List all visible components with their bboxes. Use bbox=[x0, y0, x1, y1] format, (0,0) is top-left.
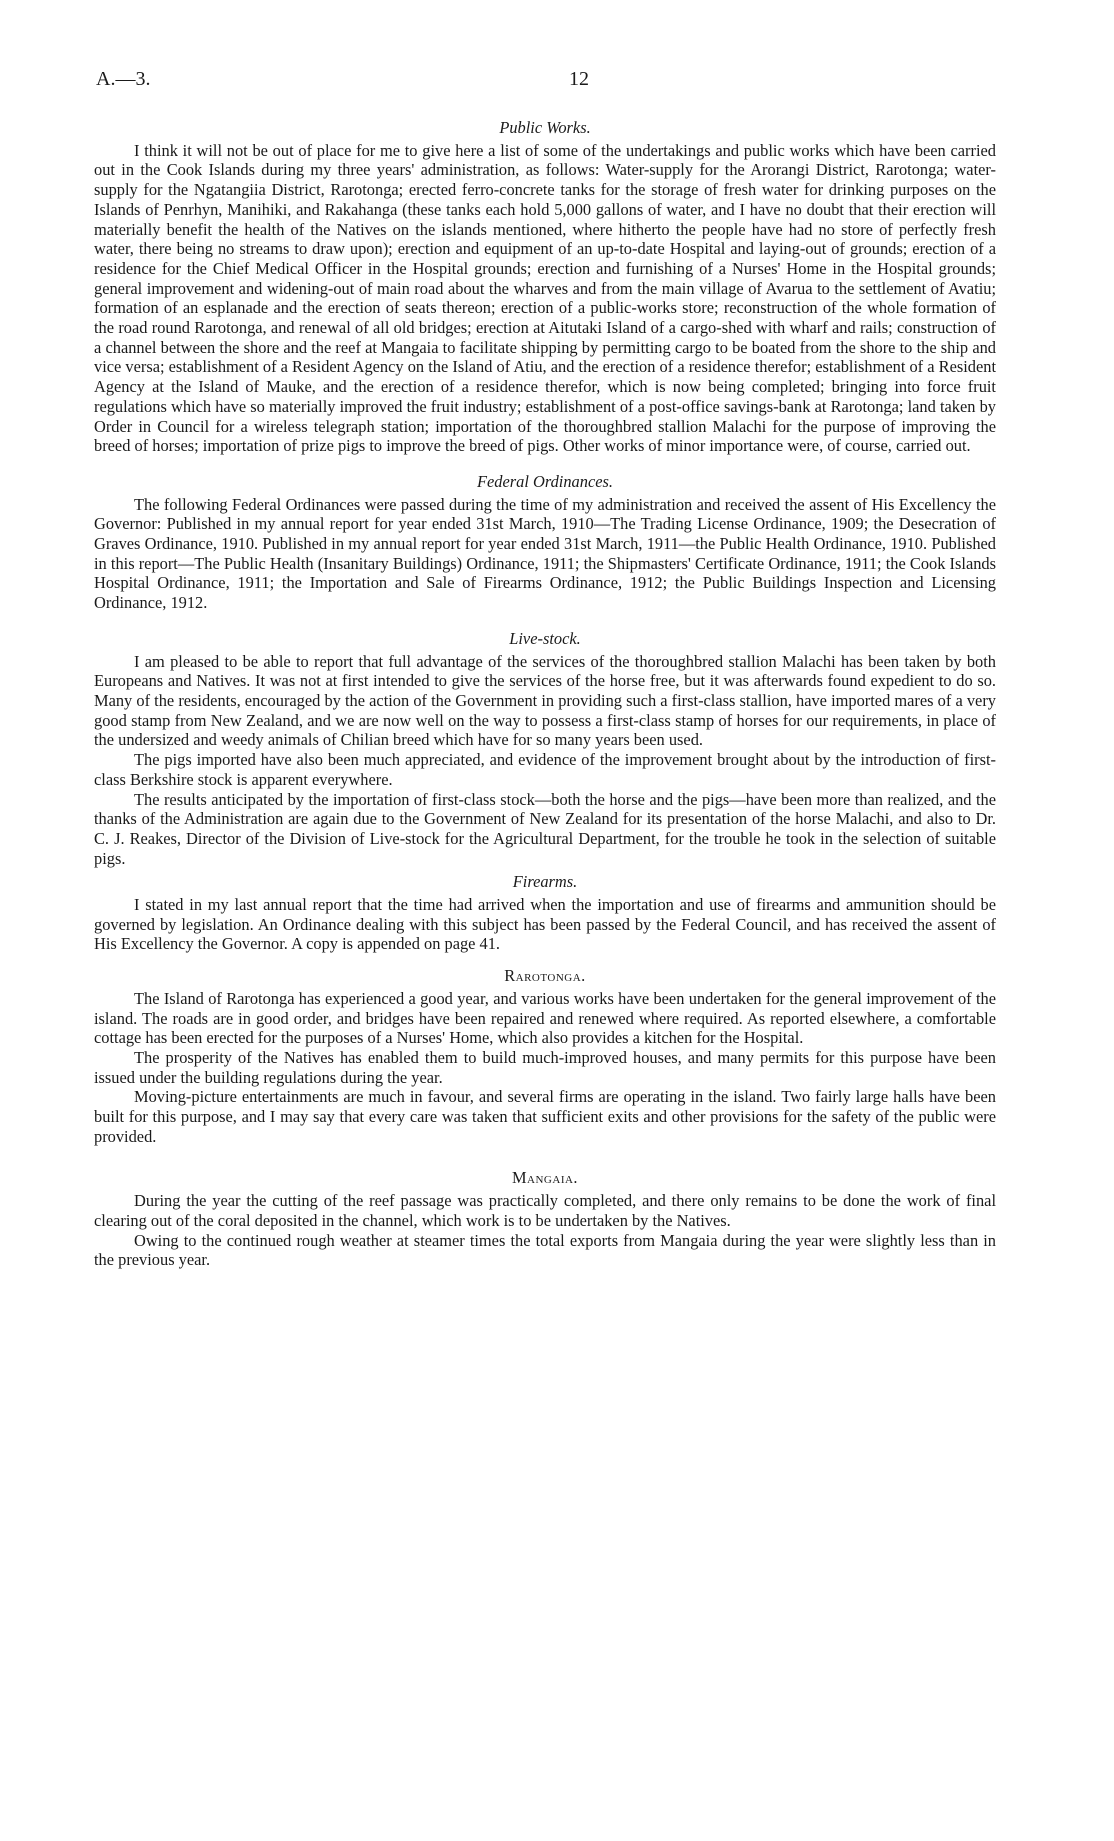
paragraph-live-stock-2: The pigs imported have also been much appreciated, and evidence of the improvement brought about by the introduction of first-class Berkshire stock is apparent everywhere. bbox=[94, 750, 996, 789]
paragraph-public-works: I think it will not be out of place for me to give here a list of some of the undertakings and public works which have been carried out in the Cook Islands during my three years' administration, as follows: Water-supply for the Arorangi District, Rarotonga; water-supply for the Ngatangiia District, Rarotonga; erected ferro-concrete tanks for the storage of fresh water for drinking purposes on the Islands of Penrhyn, Manihiki, and Rakahanga (these tanks each hold 5,000 gallons of water, and I have no doubt that their erection will materially benefit the health of the Natives on the islands mentioned, where hitherto the people have had no store of perfectly fresh water, there being no streams to draw upon); erection and equipment of an up-to-date Hospital and laying-out of grounds; erection of a residence for the Chief Medical Officer in the Hospital grounds; erection and furnishing of a Nurses' Home in the Hospital grounds; general improvement and widening-out of main road about the wharves and from the main village of Avarua to the settlement of Avatiu; formation of an esplanade and the erection of seats thereon; erection of a public-works store; reconstruction of the whole formation of the road round Rarotonga, and renewal of all old bridges; erection at Aitutaki Island of a cargo-shed with wharf and rails; construction of a channel between the shore and the reef at Mangaia to facilitate shipping by permitting cargo to be boated from the shore to the ship and vice versa; establishment of a Resident Agency on the Island of Atiu, and the erection of a residence therefor; establishment of a Resident Agency at the Island of Mauke, and the erection of a residence therefor, which is now being completed; bringing into force fruit regulations which have so materially improved the fruit industry; establishment of a post-office savings-bank at Rarotonga; land taken by Order in Council for a wireless telegraph station; importation of the thoroughbred stallion Malachi for the purpose of improving the breed of horses; importation of prize pigs to improve the breed of pigs. Other works of minor importance were, of course, carried out. bbox=[94, 140, 996, 456]
document-reference: A.—3. bbox=[96, 68, 151, 90]
paragraph-federal-ordinances: The following Federal Ordinances were passed during the time of my administration and received the assent of His Excellency the Governor: Published in my annual report for year ended 31st March, 1910—The Trading License Ordinance, 1909; the Desecration of Graves Ordinance, 1910. Published in my annual report for year ended 31st March, 1911—the Public Health Ordinance, 1910. Published in this report—The Public Health (Insanitary Buildings) Ordinance, 1911; the Shipmasters' Certificate Ordinance, 1911; the Cook Islands Hospital Ordinance, 1911; the Importation and Sale of Firearms Ordinance, 1912; the Public Buildings Inspection and Licensing Ordinance, 1912. bbox=[94, 494, 996, 613]
heading-live-stock: Live-stock. bbox=[509, 628, 581, 648]
paragraph-rarotonga-1: The Island of Rarotonga has experienced a good year, and various works have been undertaken for the general improvement of the island. The roads are in good order, and bridges have been repaired and renewed where required. As reported elsewhere, a comfortable cottage has been erected for the purposes of a Nurses' Home, which also provides a kitchen for the Hospital. bbox=[94, 988, 996, 1048]
running-header bbox=[96, 68, 1002, 94]
paragraph-live-stock-1: I am pleased to be able to report that full advantage of the services of the thoroughbred stallion Malachi has been taken by both Europeans and Natives. It was not at first intended to give the services of the horse free, but it was afterwards found expedient to do so. Many of the residents, encouraged by the action of the Government in providing such a first-class stallion, have imported mares of a very good stamp from New Zealand, and we are now well on the way to possess a first-class stamp of horses for our requirements, in place of the undersized and weedy animals of Chilian breed which have for so many years been used. bbox=[94, 651, 996, 750]
page-number: 12 bbox=[569, 68, 589, 90]
heading-federal-ordinances: Federal Ordinances. bbox=[477, 471, 613, 491]
heading-firearms: Firearms. bbox=[512, 872, 578, 892]
paragraph-rarotonga-2: The prosperity of the Natives has enabled them to build much-improved houses, and many permits for this purpose have been issued under the building regulations during the year. bbox=[94, 1047, 996, 1087]
paragraph-live-stock-3: The results anticipated by the importation of first-class stock—both the horse and the pigs—have been more than realized, and the thanks of the Administration are again due to the Government of New Zealand for its presentation of the horse Malachi, and also to Dr. C. J. Reakes, Director of the Division of Live-stock for the Agricultural Department, for the trouble he took in the selection of suitable pigs. bbox=[94, 789, 996, 868]
paragraph-mangaia-1: During the year the cutting of the reef passage was practically completed, and there only remains to be done the work of final clearing out of the coral deposited in the channel, which work is to be undertaken by the Natives. bbox=[94, 1191, 996, 1230]
document-body bbox=[94, 114, 996, 1270]
paragraph-rarotonga-3: Moving-picture entertainments are much in favour, and several firms are operating in the island. Two fairly large halls have been built for this purpose, and I may say that every care was taken that sufficient exits and other provisions for the safety of the public were provided. bbox=[94, 1087, 996, 1146]
paragraph-mangaia-2: Owing to the continued rough weather at steamer times the total exports from Mangaia during the year were slightly less than in the previous year. bbox=[94, 1230, 996, 1270]
heading-rarotonga: Rarotonga. bbox=[504, 966, 586, 986]
heading-mangaia: Mangaia. bbox=[511, 1168, 579, 1188]
heading-public-works: Public Works. bbox=[499, 118, 591, 137]
paragraph-firearms: I stated in my last annual report that the time had arrived when the importation and use of firearms and ammunition should be governed by legislation. An Ordinance dealing with this subject has been passed by the Federal Council, and has received the assent of His Excellency the Governor. A copy is appended on page 41. bbox=[94, 895, 996, 954]
